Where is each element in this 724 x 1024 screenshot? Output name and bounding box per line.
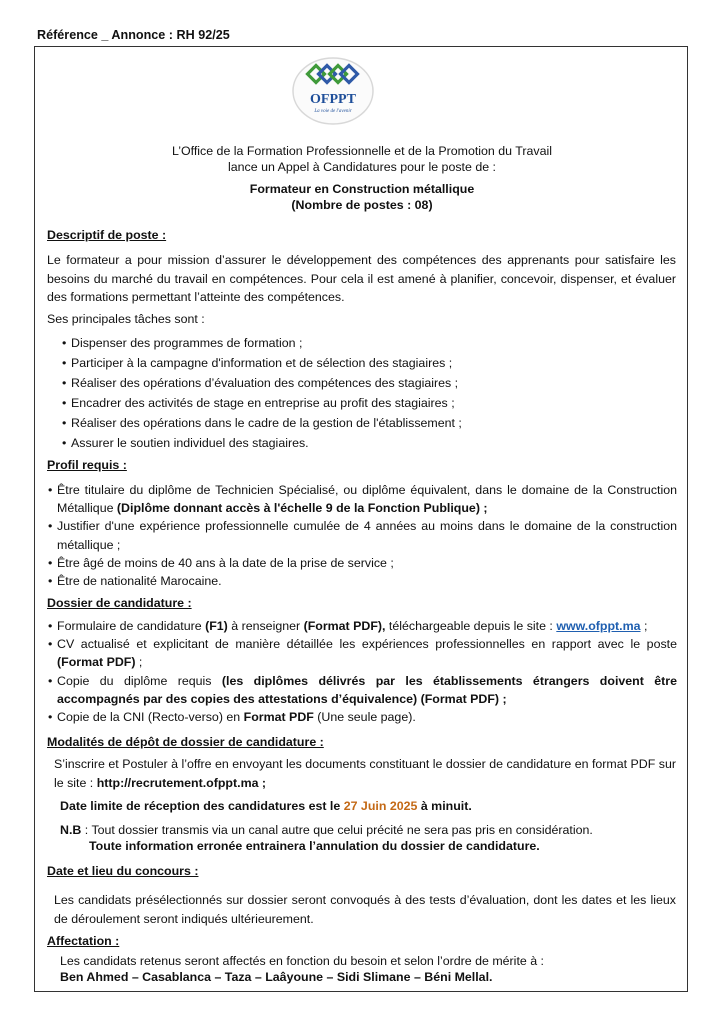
affectation-heading: Affectation : xyxy=(47,934,120,948)
list-item: • Formulaire de candidature (F1) à renseigner (Format PDF), téléchargeable depuis le site : www.ofppt.ma ; xyxy=(48,619,648,633)
list-item: • CV actualisé et explicitant de manière détaillée les expériences professionnelles en rapport avec le poste (Format PDF) ; xyxy=(48,637,677,670)
dossier-heading: Dossier de candidature : xyxy=(47,596,192,610)
recrutement-site: http://recrutement.ofppt.ma ; xyxy=(96,775,267,790)
deadline-date: 27 Juin 2025 xyxy=(343,799,418,813)
affectation-text: Les candidats retenus seront affectés en fonction du besoin et selon l’ordre de mérite à : xyxy=(60,954,544,968)
list-item: • Réaliser des opérations d’évaluation des compétences des stagiaires ; xyxy=(62,376,459,390)
modalites-text: S’inscrire et Postuler à l’offre en envoyant les documents constituant le dossier de candidature en format PDF sur le site : http://recrutement.ofppt.ma ; xyxy=(54,757,676,790)
list-item: • Être âgé de moins de 40 ans à la date de la prise de service ; xyxy=(48,555,394,570)
descriptif-intro: Le formateur a pour mission d’assurer le développement des compétences des apprenants pour satisfaire les besoins du marché du travail en compétences. Pour cela il est amené à planifier, concevoir, dispenser, et évaluer des formations permettant l’atteinte des compétences. xyxy=(47,253,676,304)
profil-list xyxy=(48,481,677,590)
ofppt-logo-icon xyxy=(291,56,375,126)
header-line2: lance un Appel à Candidatures pour le poste de : xyxy=(228,160,496,174)
descriptif-heading: Descriptif de poste : xyxy=(47,228,167,242)
list-item: • Copie de la CNI (Recto-verso) en Format PDF (Une seule page). xyxy=(48,710,416,725)
list-item: • Être de nationalité Marocaine. xyxy=(48,574,222,589)
list-item: • Réaliser des opérations dans le cadre de la gestion de l'établissement ; xyxy=(62,416,462,430)
tasks-intro: Ses principales tâches sont : xyxy=(47,312,205,326)
nb-warning: Toute information erronée entrainera l’annulation du dossier de candidature. xyxy=(89,839,540,853)
post-title: Formateur en Construction métallique xyxy=(249,182,475,196)
list-item: • Participer à la campagne d'information et de sélection des stagiaires ; xyxy=(62,356,453,370)
list-item: • Justifier d'une expérience professionnelle cumulée de 4 années au moins dans le domaine de la construction métallique ; xyxy=(48,519,677,552)
concours-heading: Date et lieu du concours : xyxy=(47,864,199,878)
logo-tagline: La voie de l'avenir xyxy=(314,109,352,114)
profil-heading: Profil requis : xyxy=(47,458,127,472)
reference-label: Référence _ Annonce : RH 92/25 xyxy=(37,28,230,42)
modalites-heading: Modalités de dépôt de dossier de candidature : xyxy=(47,735,324,749)
post-count: (Nombre de postes : 08) xyxy=(291,198,433,212)
tasks-list xyxy=(62,333,462,453)
deadline-text: Date limite de réception des candidatures est le 27 Juin 2025 à minuit. xyxy=(60,799,472,813)
affectation-cities: Ben Ahmed – Casablanca – Taza – Laâyoune – Sidi Slimane – Béni Mellal. xyxy=(60,970,493,984)
nb-text: N.B : Tout dossier transmis via un canal autre que celui précité ne sera pas pris en considération. xyxy=(60,823,593,837)
ofppt-logo xyxy=(291,56,375,126)
concours-text: Les candidats présélectionnés sur dossier seront convoqués à des tests d’évaluation, dont les dates et les lieux de déroulement seront indiqués ultérieurement. xyxy=(54,893,676,926)
list-item: • Copie du diplôme requis (les diplômes délivrés par les établissements étrangers doivent être accompagnés par des copies des attestations d’équivalence) (Format PDF) ; xyxy=(48,673,677,706)
ofppt-site-link[interactable]: www.ofppt.ma xyxy=(556,619,641,633)
dossier-list xyxy=(48,617,677,726)
header-line1: L’Office de la Formation Professionnelle et de la Promotion du Travail xyxy=(172,144,552,158)
list-item: • Encadrer des activités de stage en entreprise au profit des stagiaires ; xyxy=(62,396,455,410)
logo-text: OFPPT xyxy=(310,92,356,107)
list-item: • Être titulaire du diplôme de Technicien Spécialisé, ou diplôme équivalent, dans le domaine de la Construction Métallique (Diplôme donnant accès à l'échelle 9 de la Fonction Publique) ; xyxy=(48,483,677,516)
list-item: • Dispenser des programmes de formation ; xyxy=(62,336,303,350)
list-item: • Assurer le soutien individuel des stagiaires. xyxy=(62,436,309,450)
